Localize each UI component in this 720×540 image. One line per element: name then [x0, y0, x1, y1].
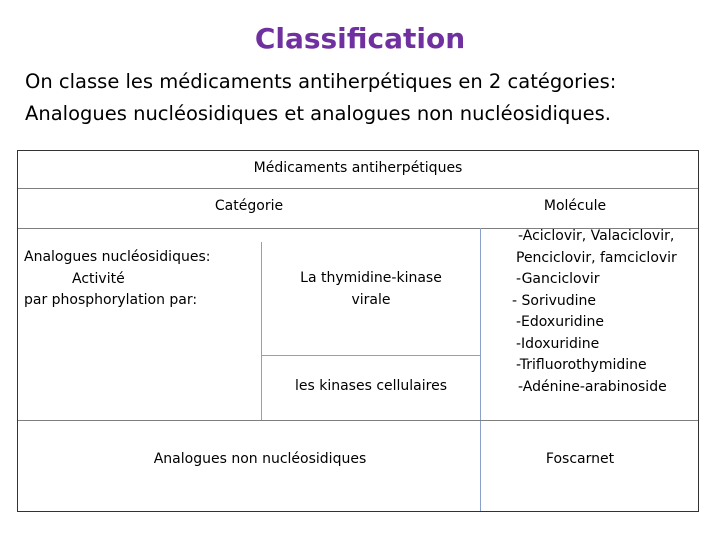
molecule-item: -Trifluorothymidine	[516, 357, 647, 373]
molecule-list	[512, 226, 677, 398]
molecule-item: -Idoxuridine	[516, 335, 600, 352]
nucleoside-label	[24, 247, 210, 312]
column-header-category: Catégorie	[214, 198, 284, 214]
molecule-item: Penciclovir, famciclovir	[516, 249, 677, 266]
column-header-molecule: Molécule	[543, 198, 607, 214]
kinase-cellular: les kinases cellulaires	[294, 378, 448, 394]
kinase-viral	[262, 268, 480, 311]
intro-text	[25, 66, 616, 130]
kinase-row-divider	[261, 355, 480, 356]
non-nucleoside-molecule: Foscarnet	[545, 451, 615, 467]
table-header: Médicaments antiherpétiques	[253, 160, 463, 176]
kinase-viral-line-2: virale	[351, 291, 391, 308]
slide-title: Classification	[254, 22, 466, 55]
nucleoside-label-line-3: par phosphorylation par:	[24, 292, 198, 308]
molecule-item: -Aciclovir, Valaciclovir,	[518, 228, 675, 244]
intro-line-1: On classe les médicaments antiherpétiques en 2 catégories:	[25, 70, 617, 93]
molecule-item: -Adénine-arabinoside	[518, 378, 667, 395]
intro-line-2: Analogues nucléosidiques et analogues non nucléosidiques.	[25, 102, 611, 125]
non-nucleoside-label: Analogues non nucléosidiques	[153, 451, 367, 467]
kinase-viral-line-1: La thymidine-kinase	[300, 270, 442, 286]
header-divider	[18, 188, 698, 189]
molecule-item: -Ganciclovir	[516, 271, 600, 287]
molecule-item: - Sorivudine	[512, 292, 597, 309]
molecule-item: -Edoxuridine	[516, 314, 604, 330]
non-nucleoside-divider	[18, 420, 698, 421]
nucleoside-label-line-1: Analogues nucléosidiques:	[24, 249, 211, 265]
nucleoside-label-line-2: Activité	[72, 270, 125, 287]
classification-table	[17, 150, 699, 512]
